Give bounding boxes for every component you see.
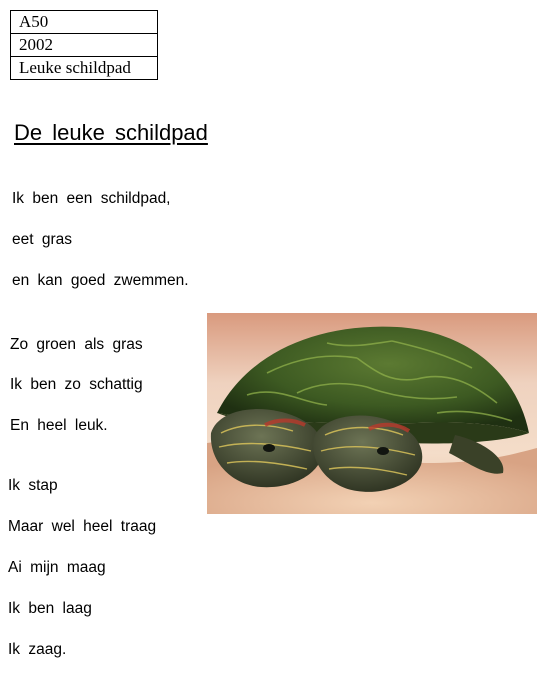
page-title: De leuke schildpad [14,120,208,145]
poem-line: Ik stap [8,477,58,494]
header-table [10,10,158,80]
header-code: A50 [11,11,158,34]
header-row-name [11,57,158,80]
header-year: 2002 [11,34,158,57]
header-row-year [11,34,158,57]
turtle-photo [207,313,537,514]
poem-line: Ai mijn maag [8,559,106,576]
poem-line: eet gras [12,231,73,248]
poem-line: en kan goed zwemmen. [12,272,189,289]
header-row-code [11,11,158,34]
poem-line: En heel leuk. [10,417,108,434]
poem-line: Ik ben zo schattig [10,376,143,393]
header-name: Leuke schildpad [11,57,158,80]
poem-line: Maar wel heel traag [8,518,157,535]
poem-line: Ik zaag. [8,641,67,658]
poem-line: Ik ben een schildpad, [12,190,171,207]
poem-line: Ik ben laag [8,600,92,617]
poem-line: Zo groen als gras [10,336,143,353]
